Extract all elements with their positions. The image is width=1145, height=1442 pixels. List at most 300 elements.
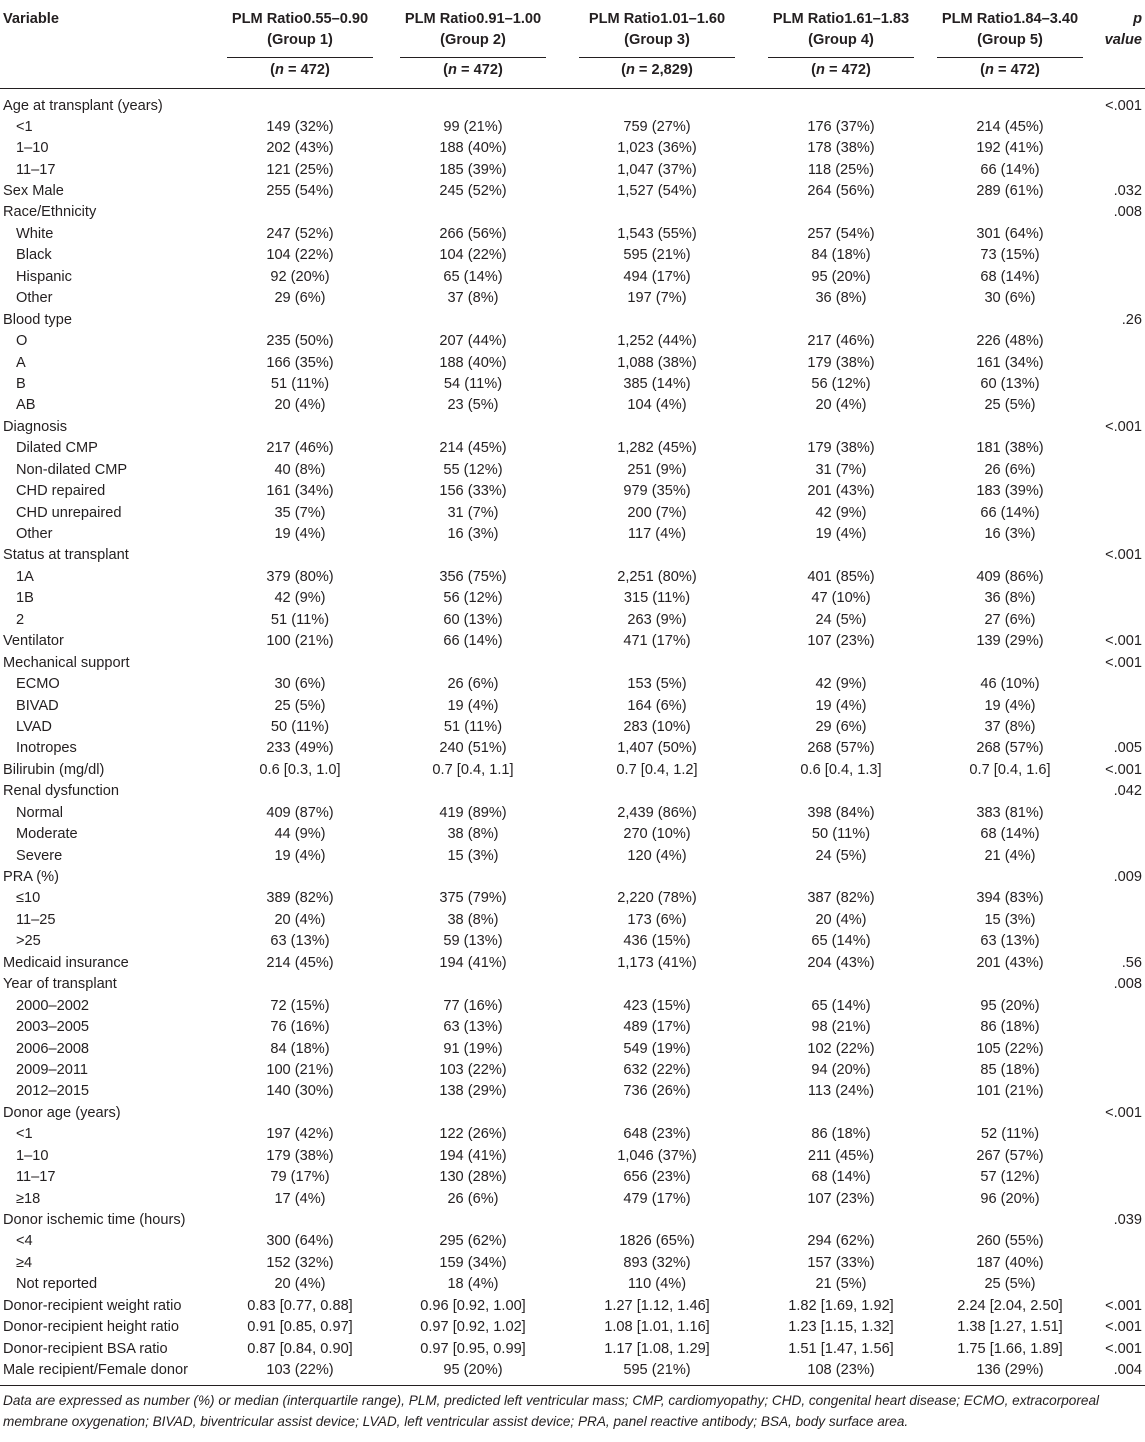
- group-2-cell: 138 (29%): [439, 1083, 507, 1100]
- group-2-cell: [386, 781, 560, 802]
- group-4-cell: [754, 781, 928, 802]
- group-1-cell: 121 (25%): [266, 161, 334, 178]
- group-5-cell: 101 (21%): [976, 1083, 1044, 1100]
- group-4-cell: 178 (38%): [807, 140, 875, 157]
- row-label: Dilated CMP: [16, 440, 98, 457]
- group-3-cell: [560, 545, 754, 566]
- group-5-cell: 85 (18%): [980, 1061, 1040, 1078]
- group-1-cell: 149 (32%): [266, 118, 334, 135]
- table-row: [0, 866, 1145, 887]
- row-label: White: [16, 225, 54, 242]
- group-3-cell: 656 (23%): [623, 1169, 691, 1186]
- group-4-cell: 211 (45%): [807, 1147, 875, 1164]
- group-3-cell: 1.27 [1.12, 1.46]: [604, 1297, 710, 1314]
- group-4-cell: 47 (10%): [811, 590, 871, 607]
- table-row: [0, 1145, 1145, 1166]
- group-5-cell: 37 (8%): [984, 718, 1036, 735]
- group-3-cell: [560, 89, 754, 117]
- row-label: <4: [16, 1233, 33, 1250]
- group-3-cell: 1.08 [1.01, 1.16]: [604, 1319, 710, 1336]
- group-1-cell: 51 (11%): [270, 611, 330, 628]
- row-label: Other: [16, 290, 53, 307]
- p-value-cell: [1092, 373, 1145, 394]
- group-2-cell: 60 (13%): [443, 611, 503, 628]
- row-label: Race/Ethnicity: [3, 204, 97, 221]
- p-value-cell: .008: [1113, 204, 1142, 221]
- p-value-cell: [1092, 888, 1145, 909]
- row-label: Blood type: [3, 311, 72, 328]
- row-label: Male recipient/Female donor: [3, 1362, 188, 1379]
- group-1-cell: 79 (17%): [270, 1169, 330, 1186]
- group-1-cell: 20 (4%): [274, 397, 326, 414]
- group-2-cell: 66 (14%): [443, 633, 503, 650]
- p-value-cell: [1092, 352, 1145, 373]
- table-row: [0, 1081, 1145, 1102]
- row-label: Normal: [16, 804, 64, 821]
- row-label: ECMO: [16, 676, 60, 693]
- group-3-ratio: PLM Ratio1.01–1.60: [588, 11, 726, 27]
- group-1-cell: 35 (7%): [274, 504, 326, 521]
- row-label: 2000–2002: [16, 997, 90, 1014]
- group-4-cell: 19 (4%): [815, 526, 867, 543]
- group-2-cell: 375 (79%): [439, 890, 507, 907]
- group-5-cell: 21 (4%): [984, 847, 1036, 864]
- group-4-ratio: PLM Ratio1.61–1.83: [772, 11, 910, 27]
- table-row: [0, 1274, 1145, 1295]
- group-5-cell: 105 (22%): [976, 1040, 1044, 1057]
- table-row: [0, 352, 1145, 373]
- row-label: Donor-recipient weight ratio: [3, 1297, 182, 1314]
- group-2-cell: [386, 202, 560, 223]
- p-value-cell: [1092, 1145, 1145, 1166]
- group-5-cell: 19 (4%): [984, 697, 1036, 714]
- table-row: [0, 159, 1145, 180]
- table-row: [0, 545, 1145, 566]
- row-label: Severe: [16, 847, 63, 864]
- group-1-cell: 92 (20%): [270, 268, 330, 285]
- group-4-cell: 20 (4%): [815, 911, 867, 928]
- group-3-cell: 164 (6%): [627, 697, 687, 714]
- group-5-cell: 30 (6%): [984, 290, 1036, 307]
- group-4-cell: [754, 309, 928, 330]
- group-4-cell: 387 (82%): [807, 890, 875, 907]
- group-3-cell: [560, 652, 754, 673]
- row-label: Black: [16, 247, 52, 264]
- group-5-cell: 192 (41%): [976, 140, 1044, 157]
- table-row: [0, 1295, 1145, 1316]
- p-value-cell: .042: [1113, 783, 1142, 800]
- row-label: Donor age (years): [3, 1104, 121, 1121]
- group-2-cell: 55 (12%): [443, 461, 503, 478]
- group-4-cell: [754, 652, 928, 673]
- p-value-cell: [1092, 802, 1145, 823]
- row-label: 11–17: [16, 161, 56, 178]
- group-2-cell: [386, 416, 560, 437]
- group-5-cell: 187 (40%): [976, 1254, 1044, 1271]
- row-label: Diagnosis: [3, 418, 68, 435]
- table-row: [0, 180, 1145, 201]
- group-1-cell: 247 (52%): [266, 225, 334, 242]
- p-value-cell: [1092, 716, 1145, 737]
- group-2-header: [386, 0, 560, 51]
- group-3-cell: 759 (27%): [623, 118, 691, 135]
- group-5-cell: [928, 866, 1092, 887]
- group-1-cell: 50 (11%): [270, 718, 330, 735]
- group-1-cell: 40 (8%): [274, 461, 326, 478]
- p-value-cell: [1092, 1124, 1145, 1145]
- group-3-cell: [560, 202, 754, 223]
- group-3-cell: 283 (10%): [623, 718, 691, 735]
- group-5-cell: 0.7 [0.4, 1.6]: [969, 761, 1051, 778]
- group-3-cell: [560, 309, 754, 330]
- p-value-cell: [1092, 1252, 1145, 1273]
- table-row: [0, 223, 1145, 244]
- p-value-cell: [1092, 395, 1145, 416]
- group-5-cell: [928, 1209, 1092, 1230]
- row-label: 1A: [16, 568, 34, 585]
- group-3-cell: 1826 (65%): [619, 1233, 695, 1250]
- table-row: [0, 288, 1145, 309]
- group-2-cell: 65 (14%): [443, 268, 503, 285]
- group-5-cell: 2.24 [2.04, 2.50]: [957, 1297, 1063, 1314]
- group-4-cell: 401 (85%): [807, 568, 875, 585]
- group-5-cell: 66 (14%): [980, 504, 1040, 521]
- group-3-cell: 1,407 (50%): [617, 740, 697, 757]
- p-value-cell: [1092, 566, 1145, 587]
- group-4-cell: 204 (43%): [807, 954, 875, 971]
- group-2-cell: [386, 866, 560, 887]
- p-value-cell: [1092, 480, 1145, 501]
- group-1-cell: 44 (9%): [274, 826, 326, 843]
- group-1-cell: 19 (4%): [274, 526, 326, 543]
- row-label: <1: [16, 1126, 33, 1143]
- table-row: [0, 716, 1145, 737]
- group-3-cell: 315 (11%): [623, 590, 691, 607]
- group-3-cell: 2,251 (80%): [617, 568, 697, 585]
- group-2-cell: 356 (75%): [439, 568, 507, 585]
- group-1-cell: 217 (46%): [266, 440, 334, 457]
- group-4-cell: 107 (23%): [807, 1190, 875, 1207]
- group-1-cell: 100 (21%): [266, 1061, 334, 1078]
- group-3-cell: 595 (21%): [623, 1362, 691, 1379]
- row-label: A: [16, 354, 26, 371]
- row-label: 11–25: [16, 911, 56, 928]
- group-3-cell: 1,252 (44%): [617, 333, 697, 350]
- group-5-cell: 139 (29%): [976, 633, 1044, 650]
- p-value-cell: <.001: [1105, 633, 1142, 650]
- group-1-cell: 0.91 [0.85, 0.97]: [247, 1319, 353, 1336]
- group-2-cell: 103 (22%): [439, 1061, 507, 1078]
- group-1-cell: [214, 781, 386, 802]
- group-4-label: (Group 4): [808, 32, 874, 48]
- p-value-cell: [1092, 1038, 1145, 1059]
- group-5-cell: [928, 89, 1092, 117]
- table-row: [0, 523, 1145, 544]
- group-4-cell: [754, 866, 928, 887]
- group-3-cell: 2,220 (78%): [617, 890, 697, 907]
- group-3-cell: 120 (4%): [627, 847, 687, 864]
- group-5-cell: 25 (5%): [984, 397, 1036, 414]
- group-1-cell: [214, 1102, 386, 1123]
- group-2-cell: 26 (6%): [447, 1190, 499, 1207]
- table-row: [0, 1059, 1145, 1080]
- group-4-cell: 179 (38%): [807, 354, 875, 371]
- group-4-cell: 29 (6%): [815, 718, 867, 735]
- group-3-cell: 489 (17%): [623, 1019, 691, 1036]
- row-label: CHD repaired: [16, 483, 106, 500]
- group-3-n: (n = 2,829): [560, 51, 754, 89]
- group-3-cell: 1,543 (55%): [617, 225, 697, 242]
- group-3-cell: 549 (19%): [623, 1040, 691, 1057]
- group-2-cell: 23 (5%): [447, 397, 499, 414]
- group-3-header: [560, 0, 754, 51]
- group-5-cell: 60 (13%): [980, 375, 1040, 392]
- group-2-cell: 130 (28%): [439, 1169, 507, 1186]
- group-1-cell: 76 (16%): [270, 1019, 330, 1036]
- row-label: Renal dysfunction: [3, 783, 120, 800]
- group-3-cell: 200 (7%): [627, 504, 687, 521]
- group-1-cell: 300 (64%): [266, 1233, 334, 1250]
- group-5-cell: 15 (3%): [984, 911, 1036, 928]
- group-3-cell: 893 (32%): [623, 1254, 691, 1271]
- group-3-cell: [560, 416, 754, 437]
- group-2-cell: 0.7 [0.4, 1.1]: [432, 761, 514, 778]
- group-4-cell: [754, 974, 928, 995]
- group-5-cell: 268 (57%): [976, 740, 1044, 757]
- group-3-cell: 104 (4%): [627, 397, 687, 414]
- group-1-cell: 25 (5%): [274, 697, 326, 714]
- group-5-cell: 96 (20%): [980, 1190, 1040, 1207]
- group-1-label: (Group 1): [267, 32, 333, 48]
- group-3-cell: 423 (15%): [623, 997, 691, 1014]
- group-2-cell: [386, 89, 560, 117]
- group-5-cell: [928, 309, 1092, 330]
- group-4-cell: [754, 89, 928, 117]
- p-value-cell: <.001: [1105, 547, 1142, 564]
- p-value-cell: [1092, 116, 1145, 137]
- table-footnote: Data are expressed as number (%) or median (interquartile range), PLM, predicted left ventricular mass; CMP, cardiomyopathy; CHD, congenital heart disease; ECMO, extracorporeal membrane oxygenation; BIVAD, biventricular assist device; LVAD, left ventricular assist device; PRA, panel reactive antibody; BSA, body surface area.: [3, 1392, 1100, 1429]
- group-4-cell: 118 (25%): [807, 161, 875, 178]
- group-5-cell: 16 (3%): [984, 526, 1036, 543]
- p-value-cell: <.001: [1105, 1340, 1142, 1357]
- group-4-cell: 102 (22%): [807, 1040, 875, 1057]
- group-3-cell: 2,439 (86%): [617, 804, 697, 821]
- group-2-cell: 159 (34%): [439, 1254, 507, 1271]
- group-1-cell: 63 (13%): [270, 933, 330, 950]
- group-3-cell: 479 (17%): [623, 1190, 691, 1207]
- row-label: AB: [16, 397, 36, 414]
- p-value-cell: [1092, 523, 1145, 544]
- group-1-cell: 19 (4%): [274, 847, 326, 864]
- p-value-cell: .039: [1113, 1212, 1142, 1229]
- group-5-cell: 63 (13%): [980, 933, 1040, 950]
- group-1-cell: 51 (11%): [270, 375, 330, 392]
- group-1-cell: 0.87 [0.84, 0.90]: [247, 1340, 353, 1357]
- header-n-row: [0, 51, 1145, 89]
- table-row: [0, 952, 1145, 973]
- group-5-cell: 394 (83%): [976, 890, 1044, 907]
- p-value-cell: [1092, 1016, 1145, 1037]
- p-value-cell: [1092, 1231, 1145, 1252]
- table-row: [0, 631, 1145, 652]
- group-2-cell: 31 (7%): [447, 504, 499, 521]
- group-4-cell: [754, 416, 928, 437]
- group-1-cell: 0.6 [0.3, 1.0]: [259, 761, 341, 778]
- group-3-cell: 251 (9%): [627, 461, 687, 478]
- row-label: Ventilator: [3, 633, 64, 650]
- group-2-cell: 188 (40%): [439, 354, 507, 371]
- group-5-cell: 301 (64%): [976, 225, 1044, 242]
- group-2-cell: 185 (39%): [439, 161, 507, 178]
- group-3-cell: [560, 1102, 754, 1123]
- group-4-cell: 294 (62%): [807, 1233, 875, 1250]
- group-1-cell: 84 (18%): [270, 1040, 330, 1057]
- group-3-cell: [560, 866, 754, 887]
- group-4-cell: [754, 1102, 928, 1123]
- group-3-cell: 1,088 (38%): [617, 354, 697, 371]
- row-label: 2: [16, 611, 25, 628]
- group-3-cell: 1,282 (45%): [617, 440, 697, 457]
- table-row: [0, 909, 1145, 930]
- group-5-cell: 66 (14%): [980, 161, 1040, 178]
- p-value-cell: [1092, 266, 1145, 287]
- group-1-cell: 20 (4%): [274, 1276, 326, 1293]
- group-1-ratio: PLM Ratio0.55–0.90: [231, 11, 369, 27]
- group-4-cell: 56 (12%): [811, 375, 871, 392]
- table-row: [0, 202, 1145, 223]
- group-4-cell: 65 (14%): [811, 933, 871, 950]
- group-1-cell: [214, 309, 386, 330]
- row-label: Donor-recipient BSA ratio: [3, 1340, 168, 1357]
- group-1-cell: 72 (15%): [270, 997, 330, 1014]
- group-5-cell: 95 (20%): [980, 997, 1040, 1014]
- group-4-cell: 24 (5%): [815, 847, 867, 864]
- p-value-cell: [1092, 1081, 1145, 1102]
- p-value-cell: <.001: [1105, 418, 1142, 435]
- group-3-cell: 0.7 [0.4, 1.2]: [616, 761, 698, 778]
- table-row: [0, 1188, 1145, 1209]
- group-5-cell: 1.38 [1.27, 1.51]: [957, 1319, 1063, 1336]
- group-2-cell: 95 (20%): [443, 1362, 503, 1379]
- row-label: BIVAD: [16, 697, 59, 714]
- group-2-cell: 0.96 [0.92, 1.00]: [420, 1297, 526, 1314]
- table-row: [0, 931, 1145, 952]
- p-value-cell: .009: [1113, 869, 1142, 886]
- row-label: 11–17: [16, 1169, 56, 1186]
- group-3-cell: 385 (14%): [623, 375, 691, 392]
- p-value-cell: [1092, 1188, 1145, 1209]
- row-label: Mechanical support: [3, 654, 130, 671]
- group-3-cell: 153 (5%): [627, 676, 687, 693]
- p-value-cell: [1092, 1166, 1145, 1187]
- group-4-cell: 86 (18%): [811, 1126, 871, 1143]
- p-value-cell: [1092, 502, 1145, 523]
- group-1-cell: 255 (54%): [266, 183, 334, 200]
- p-value-cell: [1092, 459, 1145, 480]
- group-3-cell: 648 (23%): [623, 1126, 691, 1143]
- group-3-cell: 263 (9%): [627, 611, 687, 628]
- table-row: [0, 459, 1145, 480]
- group-1-cell: 140 (30%): [266, 1083, 334, 1100]
- table-row: [0, 116, 1145, 137]
- row-label: Sex Male: [3, 183, 64, 200]
- p-value-cell: [1092, 609, 1145, 630]
- table-row: [0, 309, 1145, 330]
- group-4-n: (n = 472): [754, 51, 928, 89]
- group-1-cell: 235 (50%): [266, 333, 334, 350]
- group-4-cell: 19 (4%): [815, 697, 867, 714]
- group-5-cell: 25 (5%): [984, 1276, 1036, 1293]
- group-1-cell: 0.83 [0.77, 0.88]: [247, 1297, 353, 1314]
- group-1-cell: 166 (35%): [266, 354, 334, 371]
- table-row: [0, 395, 1145, 416]
- table-row: [0, 1252, 1145, 1273]
- group-1-cell: [214, 416, 386, 437]
- group-2-cell: 15 (3%): [447, 847, 499, 864]
- group-2-cell: 18 (4%): [447, 1276, 499, 1293]
- header-row: [0, 0, 1145, 51]
- group-2-cell: [386, 545, 560, 566]
- p-value-cell: <.001: [1105, 654, 1142, 671]
- group-2-label: (Group 2): [440, 32, 506, 48]
- group-4-cell: 398 (84%): [807, 804, 875, 821]
- row-label: <1: [16, 118, 33, 135]
- p-value-cell: [1092, 159, 1145, 180]
- group-1-cell: 197 (42%): [266, 1126, 334, 1143]
- group-3-cell: 173 (6%): [627, 911, 687, 928]
- group-1-cell: 30 (6%): [274, 676, 326, 693]
- p-value-header: p value: [1104, 11, 1142, 48]
- table-row: [0, 738, 1145, 759]
- group-4-cell: 84 (18%): [811, 247, 871, 264]
- row-label: Donor ischemic time (hours): [3, 1212, 186, 1229]
- p-value-cell: [1092, 588, 1145, 609]
- group-1-cell: 152 (32%): [266, 1254, 334, 1271]
- group-2-cell: 56 (12%): [443, 590, 503, 607]
- group-2-cell: 51 (11%): [443, 718, 503, 735]
- group-4-cell: 65 (14%): [811, 997, 871, 1014]
- group-5-cell: 214 (45%): [976, 118, 1044, 135]
- group-1-cell: 42 (9%): [274, 590, 326, 607]
- group-4-cell: 264 (56%): [807, 183, 875, 200]
- group-3-cell: 471 (17%): [623, 633, 691, 650]
- group-5-cell: 183 (39%): [976, 483, 1044, 500]
- row-label: Other: [16, 526, 53, 543]
- group-4-cell: 42 (9%): [815, 504, 867, 521]
- row-label: 2003–2005: [16, 1019, 90, 1036]
- p-value-cell: .56: [1121, 954, 1142, 971]
- row-label: 1B: [16, 590, 34, 607]
- group-5-cell: 260 (55%): [976, 1233, 1044, 1250]
- table-row: [0, 802, 1145, 823]
- group-5-cell: [928, 416, 1092, 437]
- table-row: [0, 695, 1145, 716]
- group-2-cell: 188 (40%): [439, 140, 507, 157]
- group-1-cell: 20 (4%): [274, 911, 326, 928]
- group-3-cell: 736 (26%): [623, 1083, 691, 1100]
- group-2-cell: 99 (21%): [443, 118, 503, 135]
- group-3-cell: 632 (22%): [623, 1061, 691, 1078]
- group-4-cell: 108 (23%): [807, 1362, 875, 1379]
- group-5-cell: [928, 652, 1092, 673]
- group-3-cell: [560, 781, 754, 802]
- table-row: [0, 416, 1145, 437]
- table-row: [0, 1209, 1145, 1230]
- group-4-cell: 0.6 [0.4, 1.3]: [800, 761, 882, 778]
- group-3-cell: 1,023 (36%): [617, 140, 697, 157]
- group-5-cell: 201 (43%): [976, 954, 1044, 971]
- table-row: [0, 373, 1145, 394]
